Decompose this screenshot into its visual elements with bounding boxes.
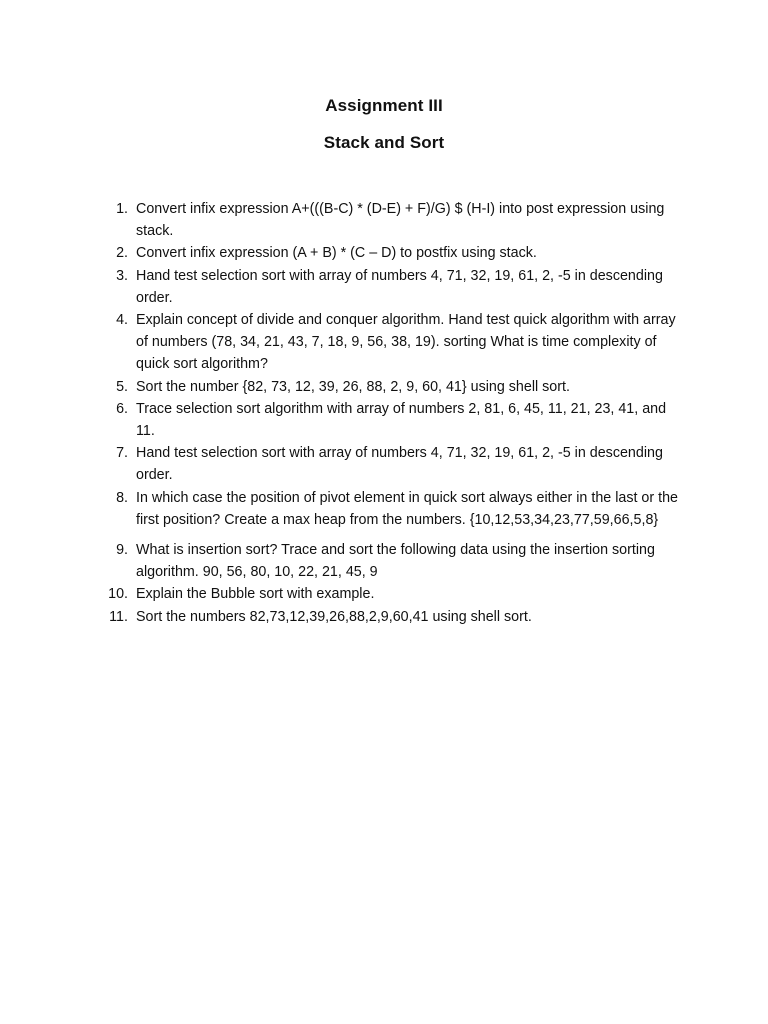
question-item <box>108 442 680 486</box>
question-item <box>108 539 680 583</box>
question-number: 7. <box>116 445 128 462</box>
question-text: What is insertion sort? Trace and sort the following data using the insertion sorting algorithm. 90, 56, 80, 10, 22, 21, 45, 9 <box>136 542 655 581</box>
question-text: Sort the number {82, 73, 12, 39, 26, 88, 2, 9, 60, 41} using shell sort. <box>136 378 570 395</box>
question-text: Hand test selection sort with array of numbers 4, 71, 32, 19, 61, 2, -5 in descending order. <box>136 267 663 306</box>
assignment-subtitle: Stack and Sort <box>323 133 445 152</box>
question-item <box>108 398 680 442</box>
question-text: Explain concept of divide and conquer algorithm. Hand test quick algorithm with array of numbers (78, 34, 21, 43, 7, 18, 9, 56, 38, 19). sorting What is time complexity of quick sort algorithm? <box>136 312 676 373</box>
question-text: In which case the position of pivot element in quick sort always either in the last or the first position? Create a max heap from the numbers. {10,12,53,34,23,77,59,66,5,8} <box>136 489 678 528</box>
question-number: 5. <box>116 378 128 395</box>
question-number: 2. <box>116 245 128 262</box>
question-text: Hand test selection sort with array of numbers 4, 71, 32, 19, 61, 2, -5 in descending order. <box>136 445 663 484</box>
question-item <box>108 198 680 242</box>
question-number: 8. <box>116 489 128 506</box>
question-number: 3. <box>116 267 128 284</box>
question-number: 9. <box>116 542 128 559</box>
question-item <box>108 265 680 309</box>
question-item <box>108 376 680 398</box>
question-item <box>108 606 680 628</box>
question-text: Convert infix expression (A + B) * (C – D) to postfix using stack. <box>136 245 537 262</box>
question-text: Explain the Bubble sort with example. <box>136 586 375 603</box>
question-number: 4. <box>116 312 128 329</box>
question-text: Sort the numbers 82,73,12,39,26,88,2,9,60,41 using shell sort. <box>136 608 532 625</box>
question-text: Trace selection sort algorithm with array of numbers 2, 81, 6, 45, 11, 21, 23, 41, and 11. <box>136 400 667 440</box>
question-item <box>108 242 680 264</box>
question-number: 6. <box>116 400 128 417</box>
question-item <box>108 487 680 531</box>
question-text: Convert infix expression A+(((B-C) * (D-E) + F)/G) $ (H-I) into post expression using stack. <box>136 201 665 240</box>
question-number: 10. <box>108 586 128 603</box>
question-item <box>108 583 680 605</box>
assignment-title: Assignment III <box>325 96 443 115</box>
question-list <box>108 198 680 628</box>
question-item <box>108 309 680 376</box>
question-number: 11. <box>109 608 128 625</box>
question-number: 1. <box>116 201 128 217</box>
